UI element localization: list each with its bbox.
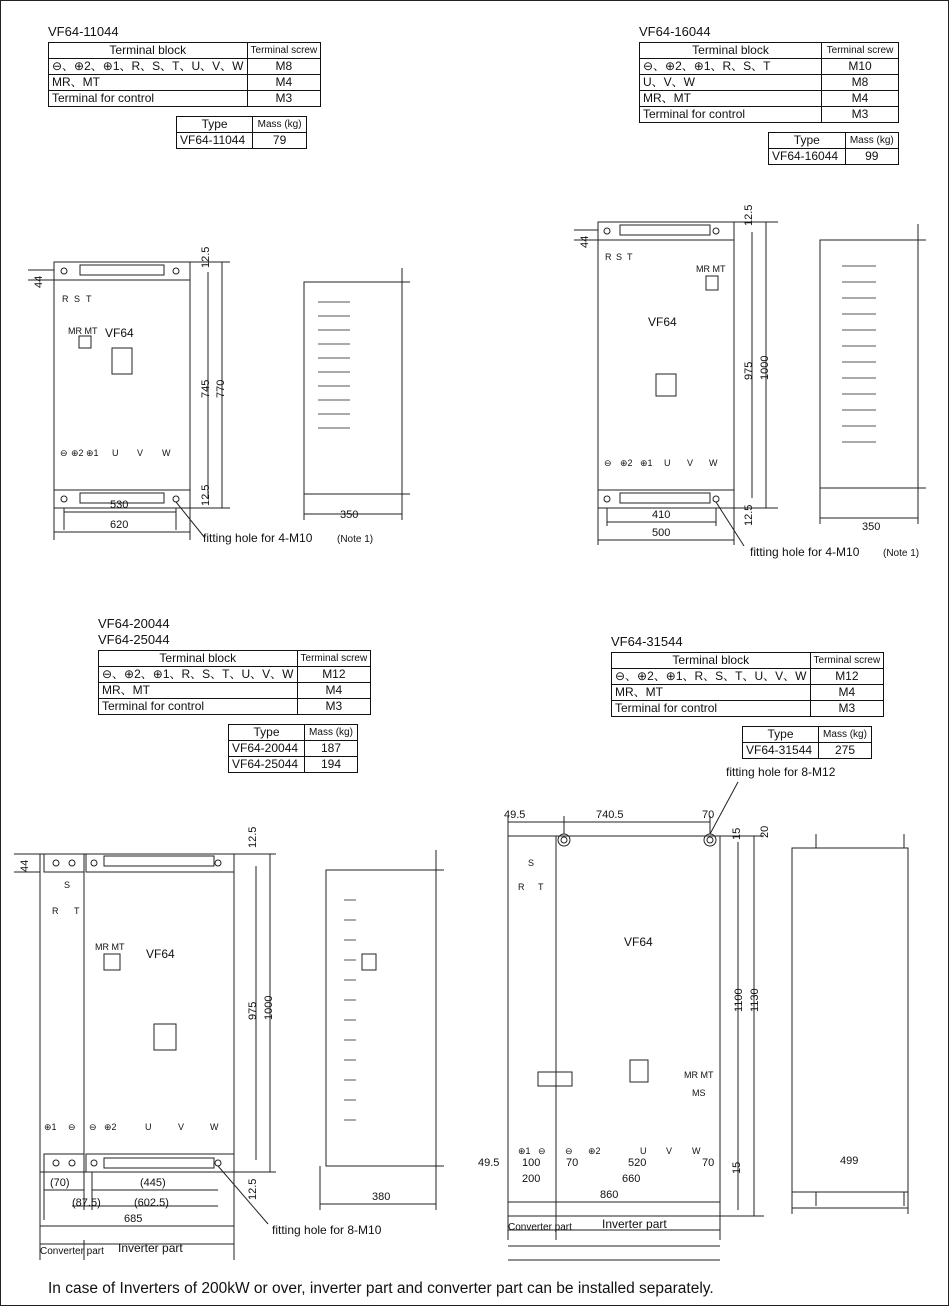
terminal-label: W: [709, 458, 718, 468]
terminal-table: [48, 42, 321, 107]
dim-label: 12.5: [200, 484, 212, 506]
terminal-cell: ⊖、⊕2、⊕1、R、S、T、U、V、W: [49, 59, 248, 75]
terminal-cell: MR、MT: [49, 75, 248, 91]
dim-label: 350: [862, 521, 881, 533]
dim-label: (70): [50, 1177, 70, 1189]
screw-cell: M3: [247, 91, 321, 107]
screw-cell: M3: [822, 107, 899, 123]
dim-label: 12.5: [247, 1178, 259, 1200]
terminal-cell: Terminal for control: [99, 699, 298, 715]
mrmt-label: MR MT: [95, 942, 125, 952]
mass-table: [768, 132, 899, 165]
dim-label: 740.5: [596, 809, 624, 821]
dim-label: 350: [340, 509, 359, 521]
dim-label: 745: [200, 379, 212, 398]
terminal-s: S: [64, 880, 71, 890]
brand-label: VF64: [624, 935, 653, 949]
dim-label: 12.5: [743, 504, 755, 526]
type-cell: VF64-25044: [229, 757, 305, 773]
terminal-cell: ⊖、⊕2、⊕1、R、S、T、U、V、W: [99, 667, 298, 683]
note-ref: (Note 1): [883, 548, 920, 559]
dim-label: 520: [628, 1157, 647, 1169]
dim-label: 499: [840, 1155, 859, 1167]
terminal-label: ⊕1: [44, 1122, 57, 1132]
terminal-label: ⊖: [60, 448, 68, 458]
dim-label: (445): [140, 1177, 166, 1189]
terminal-s: S: [528, 858, 535, 868]
terminal-label: ⊕2: [104, 1122, 117, 1132]
terminal-cell: ⊖、⊕2、⊕1、R、S、T: [640, 59, 822, 75]
terminal-r: R: [518, 882, 525, 892]
dim-label: 975: [743, 361, 755, 380]
col-header: Terminal block: [612, 653, 811, 669]
dim-label: 1130: [749, 988, 761, 1012]
mrmt-label: MR MT: [68, 326, 98, 336]
terminal-label: ⊕2: [620, 458, 633, 468]
type-cell: VF64-31544: [743, 743, 819, 759]
col-header: Terminal screw: [810, 653, 884, 669]
dim-label: 12.5: [743, 204, 755, 226]
dim-label: 44: [579, 235, 591, 248]
screw-cell: M3: [810, 701, 884, 717]
dim-label: 20: [759, 825, 771, 838]
screw-cell: M8: [247, 59, 321, 75]
terminal-r: R: [62, 294, 69, 304]
drawing-vf64-16044: [560, 200, 949, 570]
terminal-r: R: [52, 906, 59, 916]
terminal-label: V: [687, 458, 694, 468]
dim-label: 975: [247, 1001, 259, 1020]
fitting-note: fitting hole for 4-M10: [750, 545, 860, 559]
terminal-label: U: [640, 1146, 647, 1156]
dim-label: 12.5: [200, 246, 212, 268]
col-header: Type: [743, 727, 819, 743]
dim-label: 530: [110, 499, 129, 511]
terminal-r: R: [605, 252, 612, 262]
model-title: VF64-11044: [48, 24, 119, 39]
terminal-s: S: [616, 252, 623, 262]
brand-label: VF64: [105, 326, 134, 340]
col-header: Terminal screw: [247, 43, 321, 59]
dim-label: 770: [215, 379, 227, 398]
terminal-label: ⊖: [565, 1146, 573, 1156]
terminal-label: V: [666, 1146, 673, 1156]
fitting-note: fitting hole for 4-M10: [203, 531, 313, 545]
dim-label: 44: [19, 859, 31, 872]
converter-part-label: Converter part: [508, 1222, 572, 1233]
screw-cell: M8: [822, 75, 899, 91]
terminal-table: [98, 650, 371, 715]
terminal-label: W: [210, 1122, 219, 1132]
type-cell: VF64-11044: [177, 133, 253, 149]
col-header: Type: [177, 117, 253, 133]
col-header: Terminal block: [640, 43, 822, 59]
terminal-cell: MR、MT: [640, 91, 822, 107]
dim-label: 380: [372, 1191, 391, 1203]
terminal-cell: Terminal for control: [612, 701, 811, 717]
dim-label: 1100: [733, 988, 745, 1012]
inverter-part-label: Inverter part: [118, 1241, 183, 1255]
model-title: VF64-25044: [98, 632, 170, 647]
dim-label: 200: [522, 1173, 541, 1185]
col-header: Mass (kg): [253, 117, 307, 133]
drawing-vf64-31544: [470, 760, 940, 1270]
terminal-t: T: [538, 882, 544, 892]
mass-table: [176, 116, 307, 149]
drawing-vf64-20044: [0, 820, 470, 1270]
col-header: Terminal block: [49, 43, 248, 59]
col-header: Mass (kg): [819, 727, 872, 743]
col-header: Terminal screw: [822, 43, 899, 59]
terminal-label: U: [112, 448, 119, 458]
ms-label: MS: [692, 1088, 706, 1098]
note-ref: (Note 1): [337, 534, 374, 545]
dim-label: 44: [33, 275, 45, 288]
terminal-label: V: [178, 1122, 185, 1132]
dim-label: 500: [652, 527, 671, 539]
mrmt-label: MR MT: [684, 1070, 714, 1080]
screw-cell: M10: [822, 59, 899, 75]
side-outline: [326, 870, 436, 1166]
converter-part-label: Converter part: [40, 1246, 104, 1257]
terminal-label: ⊕2: [71, 448, 84, 458]
screw-cell: M4: [297, 683, 371, 699]
terminal-cell: Terminal for control: [49, 91, 248, 107]
mass-cell: 99: [845, 149, 898, 165]
terminal-cell: MR、MT: [99, 683, 298, 699]
terminal-label: ⊕2: [588, 1146, 601, 1156]
screw-cell: M4: [247, 75, 321, 91]
mrmt-label: MR MT: [696, 264, 726, 274]
side-outline: [820, 240, 918, 488]
terminal-label: ⊖: [604, 458, 612, 468]
screw-cell: M12: [810, 669, 884, 685]
mass-table: [228, 724, 358, 773]
dim-label: 660: [622, 1173, 641, 1185]
dim-label: (602.5): [134, 1197, 169, 1209]
brand-label: VF64: [648, 315, 677, 329]
screw-cell: M4: [810, 685, 884, 701]
dim-label: 410: [652, 509, 671, 521]
inverter-part-label: Inverter part: [602, 1217, 667, 1231]
footer-note: In case of Inverters of 200kW or over, inverter part and converter part can be installed separately.: [48, 1280, 714, 1297]
side-outline: [304, 282, 402, 494]
terminal-label: U: [145, 1122, 152, 1132]
terminal-label: ⊕1: [640, 458, 653, 468]
type-cell: VF64-16044: [769, 149, 846, 165]
terminal-label: ⊕1: [518, 1146, 531, 1156]
col-header: Type: [229, 725, 305, 741]
terminal-label: W: [692, 1146, 701, 1156]
screw-cell: M12: [297, 667, 371, 683]
dim-label: 685: [124, 1213, 143, 1225]
type-cell: VF64-20044: [229, 741, 305, 757]
mass-cell: 79: [253, 133, 307, 149]
side-outline: [792, 848, 908, 1192]
dim-label: (87.5): [72, 1197, 101, 1209]
model-title: VF64-16044: [639, 24, 711, 39]
screw-cell: M3: [297, 699, 371, 715]
dim-label: 1000: [263, 995, 275, 1020]
dim-label: 620: [110, 519, 129, 531]
brand-label: VF64: [146, 947, 175, 961]
terminal-label: W: [162, 448, 171, 458]
terminal-cell: MR、MT: [612, 685, 811, 701]
model-title: VF64-20044: [98, 616, 170, 631]
terminal-label: ⊖: [538, 1146, 546, 1156]
terminal-label: ⊖: [68, 1122, 76, 1132]
col-header: Mass (kg): [845, 133, 898, 149]
dim-label: 860: [600, 1189, 619, 1201]
terminal-s: S: [74, 294, 81, 304]
terminal-table: [611, 652, 884, 717]
dim-label: 12.5: [247, 826, 259, 848]
dim-label: 15: [731, 1161, 743, 1174]
dim-label: 1000: [759, 355, 771, 380]
col-header: Type: [769, 133, 846, 149]
dim-label: 100: [522, 1157, 541, 1169]
mass-cell: 187: [305, 741, 358, 757]
terminal-label: V: [137, 448, 144, 458]
screw-cell: M4: [822, 91, 899, 107]
col-header: Terminal block: [99, 651, 298, 667]
dim-label: 49.5: [504, 809, 526, 821]
drawing-vf64-11044: [0, 240, 470, 570]
dim-label: 70: [702, 809, 715, 821]
terminal-cell: U、V、W: [640, 75, 822, 91]
terminal-label: U: [664, 458, 671, 468]
dim-label: 49.5: [478, 1157, 500, 1169]
fitting-note: fitting hole for 8-M10: [272, 1223, 382, 1237]
terminal-cell: Terminal for control: [640, 107, 822, 123]
terminal-t: T: [86, 294, 92, 304]
col-header: Terminal screw: [297, 651, 371, 667]
terminal-table: [639, 42, 899, 123]
dim-label: 70: [566, 1157, 579, 1169]
fitting-note: fitting hole for 8-M12: [726, 765, 836, 779]
terminal-t: T: [627, 252, 633, 262]
mass-cell: 194: [305, 757, 358, 773]
terminal-t: T: [74, 906, 80, 916]
terminal-cell: ⊖、⊕2、⊕1、R、S、T、U、V、W: [612, 669, 811, 685]
terminal-label: ⊕1: [86, 448, 99, 458]
dim-label: 70: [702, 1157, 715, 1169]
dim-label: 15: [731, 827, 743, 840]
mass-table: [742, 726, 872, 759]
mass-cell: 275: [819, 743, 872, 759]
terminal-label: ⊖: [89, 1122, 97, 1132]
model-title: VF64-31544: [611, 634, 683, 649]
col-header: Mass (kg): [305, 725, 358, 741]
